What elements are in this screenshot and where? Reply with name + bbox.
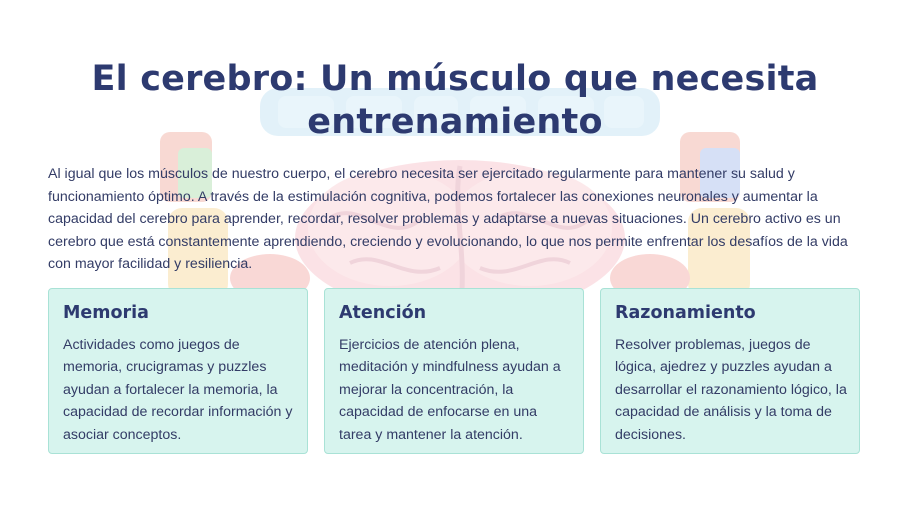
card-atencion [324,288,584,454]
intro-paragraph: Al igual que los músculos de nuestro cuerpo, el cerebro necesita ser ejercitado regularmente para mantener su salud y funcionamiento óptimo. A través de la estimulación cognitiva, podemos fortalecer las conexiones neuronales y aumentar la capacidad del cerebro para aprender, recordar, resolver problemas y adaptarse a nuevas situaciones. Un cerebro activo es un cerebro que está constantemente aprendiendo, creciendo y evolucionando, lo que nos permite enfrentar los desafíos de la vida con mayor facilidad y resiliencia. [48,166,848,273]
card-razonamiento [600,288,860,454]
card-title: Atención [339,303,427,323]
page-title: El cerebro: Un músculo que necesita entrenamiento [91,59,819,142]
card-title: Razonamiento [615,303,756,323]
card-title: Memoria [63,303,149,323]
card-text: Ejercicios de atención plena, meditación y mindfulness ayudan a mejorar la concentración, la capacidad de enfocarse en una tarea y mantener la atención. [339,337,561,443]
card-text: Resolver problemas, juegos de lógica, ajedrez y puzzles ayudan a desarrollar el razonamiento lógico, la capacidad de análisis y la toma de decisiones. [615,337,847,443]
card-text: Actividades como juegos de memoria, crucigramas y puzzles ayudan a fortalecer la memoria, la capacidad de recordar información y asociar conceptos. [63,337,293,443]
card-memoria [48,288,308,454]
